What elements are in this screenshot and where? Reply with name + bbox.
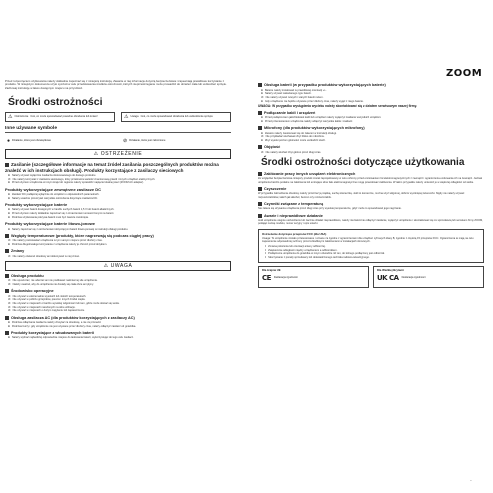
list-item xyxy=(8,325,231,328)
mandatory-symbol xyxy=(5,136,115,146)
warning-label: Ostrzeżenie xyxy=(14,114,29,118)
prohibited-icon: ⊘ xyxy=(8,297,11,302)
mandatory-circle-icon: ● xyxy=(261,115,263,120)
list-item xyxy=(265,245,480,248)
interference-text: Ze względów bezpieczeństwa niniejszy produkt został zaprojektowany w celu ochrony przed emitowaniem fal elektromagnetycznych z zewnątrz i ograniczenia emitowania ich na zewnątrz. Jednak urządzenia bardzo podatne na zakłócenia lub emitujące silne fale elektromagnetyczne mogą powodować zakłócenia. W takim przypadku należy umieścić je w większej odległości od siebie. xyxy=(258,177,483,184)
uk-title: Dla Wielkiej Brytanii xyxy=(377,267,404,272)
bullet-icon: • xyxy=(265,251,267,256)
dc-title: Produkty wykorzystujące zewnętrzne zasilacze DC xyxy=(5,186,102,192)
list-item xyxy=(8,193,231,196)
cleaning-text: W przypadku zabrudzenia obudowy należy przetrzeć ją miękką, suchą ściereczką. Jeśli to konieczne, można użyć wilgotnej, dobrze wyciśniętej ściereczki. Nigdy nie należy używać rozpuszczalników, takich jak alkohol, benzen czy rozcieńczalnik. xyxy=(258,192,465,199)
mandatory-circle-icon: ● xyxy=(8,226,10,231)
prohibited-icon: ⊘ xyxy=(261,149,264,154)
prohibited-symbol xyxy=(121,136,231,146)
mandatory-circle-icon: ● xyxy=(261,91,263,96)
ukca-mark-icon: UK CA xyxy=(377,273,399,282)
ce-mark-icon: CE xyxy=(262,273,271,282)
list-item-text: Podczas odłączania zasilacza należy chwytać za obudowę, a nie za przewód. xyxy=(11,321,102,325)
list-item xyxy=(8,243,231,246)
list-item xyxy=(8,298,231,301)
list-item-text: Nie należy pozostawiać urządzenia w tym samym miejscu przez dłuższy czas. xyxy=(12,239,103,243)
ac-adapter-title xyxy=(5,316,231,321)
mandatory-circle-icon: ● xyxy=(8,335,10,340)
interference-title-text: Zakłócanie pracy innych urządzeń elektronicznych xyxy=(264,171,356,176)
fcc-notice-box xyxy=(258,229,484,263)
list-item-text: Nie należy korzystać z zasilacza sieciowego, który przekracza wartość znamionową gniazd i innych urządzeń elektrycznych. xyxy=(12,177,156,181)
list-item xyxy=(8,197,231,200)
fcc-title: Ostrzeżenie dotyczące przepisów FCC (dla USA) xyxy=(262,231,327,236)
microphones-title-text: Mikrofony (dla produktów wykorzystujących mikrofony) xyxy=(264,126,365,131)
environment-title xyxy=(5,289,231,294)
bullet-icon: • xyxy=(265,255,267,260)
temperature-factors-title xyxy=(258,202,484,207)
other-symbols-title: Inne używane symbole xyxy=(5,126,231,133)
warning-section-icon: ⚠ xyxy=(93,151,101,158)
mandatory-circle-icon: ● xyxy=(261,119,263,124)
failures-text: Jeśli urządzenie ulegnie uszkodzeniu lub zacznie działać nieprawidłowo, należy niezwłocznie odłączyć zasilanie, wyłączyć urządzenie i skontaktować się ze sprzedawcą lub serwisem firmy ZOOM, podając nazwę modelu, numer seryjny i opis usterki. xyxy=(258,219,483,226)
temperature-title xyxy=(5,234,231,239)
mandatory-circle-icon: ● xyxy=(8,214,10,219)
list-item-text: Podczas długotrwałego korzystania z urządzenia należy je chronić przed dotykiem. xyxy=(11,242,108,246)
list-item xyxy=(8,283,231,286)
section-marker-icon xyxy=(5,163,9,167)
mandatory-circle-icon: ● xyxy=(8,195,10,200)
section-marker-icon xyxy=(258,126,262,130)
modifications-title xyxy=(5,249,231,254)
section-marker-icon xyxy=(5,331,9,335)
section-marker-icon xyxy=(5,274,9,278)
power-title-text: Zasilanie (szczegółowe informacje na temat źródeł zasilania poszczególnych produktów można znaleźć w ich instrukcjach obsługi). Produkty korzystające z zasilaczy sieciowych xyxy=(5,162,219,173)
list-item xyxy=(8,255,231,258)
caution-section-label: UWAGA xyxy=(110,262,133,269)
list-item-text: Gdy urządzenie nie będzie używane przez dłuższy czas, należy wyjąć z niego baterie. xyxy=(264,99,364,103)
uk-desc: Deklaracja zgodności xyxy=(401,276,426,280)
mandatory-circle-icon: ● xyxy=(8,241,10,246)
mandatory-circle-icon: ● xyxy=(8,211,10,216)
list-item xyxy=(8,174,231,177)
battery-note: UWAGA: W przypadku wystąpienia wycieku należy skontaktować się z działem serwisowym naszej firmy. xyxy=(258,103,418,108)
volume-title-text: Objętość xyxy=(264,145,281,150)
section-marker-icon xyxy=(258,172,262,176)
list-item-text: Nie upuszczać, nie uderzać ani nie poddawać nadmiernej sile urządzenia. xyxy=(12,279,98,283)
list-item-text: Należy używać wskazanego typu baterii. xyxy=(264,92,312,96)
uk-conformity-box xyxy=(373,266,484,288)
prohibited-icon: ⊘ xyxy=(8,238,11,243)
list-item-text: Podczas użytkowania pokrywa baterii musi być zawsze zamknięta. xyxy=(11,215,89,219)
bullet-icon: • xyxy=(265,247,267,252)
bullet-icon: • xyxy=(265,244,267,249)
right-column xyxy=(258,80,484,288)
list-item-text: Nie używać w miejscach narażonych na silne wibracje. xyxy=(12,305,76,309)
list-item xyxy=(265,256,480,259)
power-title xyxy=(5,162,231,173)
handling-title xyxy=(5,274,231,279)
eu-inner xyxy=(262,274,365,282)
cleaning-title xyxy=(258,187,484,192)
list-item xyxy=(8,309,231,312)
list-item-text: Nie przykładać słuchawek zbyt blisko do mikrofonu. xyxy=(265,135,325,139)
mandatory-circle-icon: ● xyxy=(8,173,10,178)
prohibited-icon: ⊘ xyxy=(8,301,11,306)
conformity-boxes xyxy=(258,266,484,288)
safety-precautions-title: Środki ostrożności xyxy=(8,96,103,109)
eu-conformity-box xyxy=(258,266,369,288)
list-item xyxy=(8,228,231,231)
eu-desc: Deklaracja zgodności xyxy=(273,276,298,280)
left-column xyxy=(5,80,231,340)
list-item xyxy=(8,212,231,215)
lithium-battery-title: Produkty wykorzystujące baterie litowo-jonowe xyxy=(5,220,96,226)
list-item xyxy=(261,120,484,123)
list-item-text: Baterie należy instalować w prawidłowej orientacji +/-. xyxy=(264,88,327,92)
mandatory-circle-icon: ● xyxy=(8,320,10,325)
page-number: ~ xyxy=(470,478,472,482)
mandatory-desc: Działanie, które jest obowiązkowe xyxy=(12,138,51,142)
mandatory-circle-icon: ● xyxy=(261,130,263,135)
list-item-text: Podczas burzy i gdy urządzenie nie jest używane przez dłuższy czas, należy odłączyć zasilacz od gniazdka. xyxy=(11,324,137,328)
list-item-text: Zbyt wysoki poziom głośności może uszkodzić słuch. xyxy=(264,139,326,143)
handling-title-text: Obsługa produktu xyxy=(11,273,44,278)
list-item-text: Nie należy używać nowych i starych baterii razem. xyxy=(265,95,324,99)
usage-precautions-title: Środki ostrożności dotyczące użytkowania xyxy=(261,156,465,168)
warning-desc: Coś, co może spowodować poważne obrażenia lub śmierć xyxy=(30,114,98,118)
section-marker-icon xyxy=(5,316,9,320)
list-item-text: Nie należy otwierać obudowy ani dokonywać w niej zmian. xyxy=(12,254,80,258)
section-marker-icon xyxy=(5,249,9,253)
list-item-text: Zasilacz DC podłączaj wyłącznie do urządzeń o odpowiednich parametrach. xyxy=(11,193,100,197)
prohibited-icon: ⊘ xyxy=(261,94,264,99)
list-item xyxy=(261,139,484,142)
prohibited-icon: ⊘ xyxy=(261,134,264,139)
temperature-factors-title-text: Czynniki związane z temperaturą xyxy=(264,201,324,206)
list-item-text: Przed użyciem urządzenia w innym kraju lub regionie należy sprawdzić napięcie lokalnej sieci (ZOOM AC adapter). xyxy=(11,181,144,185)
list-item-text: Zmiana położenia lub orientacji anteny odbiorczej. xyxy=(268,245,326,249)
prohibited-icon: ⊘ xyxy=(8,308,11,313)
list-item-text: Należy wybrać najbardziej odpowiednie miejsce do ładowania baterii, wykorzystując do tego celu zasilacz. xyxy=(11,336,134,340)
battery-handling-title-text: Obsługa baterii (w przypadku produktów wykorzystujących baterie) xyxy=(264,83,386,87)
warning-section-title xyxy=(5,149,231,159)
prohibited-icon: ⊘ xyxy=(8,293,11,298)
list-item xyxy=(261,116,484,119)
prohibited-desc: Działanie, które jest zabronione xyxy=(129,138,166,142)
temperature-title-text: Wzgłędy temperaturowe (produkty, które nagrzewają się podczas ciągłej pracy) xyxy=(11,233,154,238)
warning-symbol-box xyxy=(5,112,115,122)
list-item-text: Podłączenie urządzenia do gniazdka w innym obwodzie niż ten, do którego podłączony jest odbiornik. xyxy=(268,252,385,256)
list-item xyxy=(261,96,484,99)
list-item xyxy=(8,181,231,184)
list-item-text: Należy używać wyłącznie zasilacza dostosowanego do danego produktu. xyxy=(11,174,96,178)
other-symbols xyxy=(5,136,231,146)
intro-text: Przed rozpoczęciem użytkowania należy dokładnie zapoznać się z niniejszą instrukcją. Zawarte w niej informacje dotyczą bezpieczeństwa i zapewniają prawidłowe korzystanie z produktu. W niniejszym dokumencie użyto symboli w celu przedstawienia środków ostrożności, których nieprzestrzeganie może prowadzić do obrażeń ciała lub uszkodzeń sprzętu. Zachowaj instrukcję w łatwo dostępnym miejscu na przyszłość. xyxy=(5,79,227,90)
list-item-text: Zawsze należy zastosować się do zaleceń w instrukcji obsługi. xyxy=(264,131,337,135)
failures-title-text: Awarie i nieprawidłowe działanie xyxy=(264,213,323,218)
ac-adapter-title-text: Obsługa zasilacza AC (dla produktów korzystających z zasilaczy AC) xyxy=(11,315,135,320)
list-item xyxy=(8,279,231,282)
built-in-battery-title xyxy=(5,331,231,336)
battery-handling-title xyxy=(258,83,484,88)
prohibited-icon: ⊘ xyxy=(8,278,11,283)
list-item-text: Nie używać w miejscach o dużym zapyleniu lub zapiaszczeniu. xyxy=(12,309,85,313)
caution-section-icon: ⚠ xyxy=(103,262,111,269)
list-item-text: Nie używać w ekstremalnie wysokich lub niskich temperaturach. xyxy=(12,294,87,298)
list-item-text: Należy zapoznać się z ostrzeżeniami dotyczącymi baterii litowo-jonowej w instrukcji obsługi produktu. xyxy=(11,227,129,231)
list-item-text: Należy uważać, aby do urządzenia nie dostały się ciała obce ani płyny. xyxy=(12,282,94,286)
list-item xyxy=(8,336,231,339)
cleaning-title-text: Czyszczenie xyxy=(264,186,287,191)
list-item-text: Należy uważnie przeczytać wszystkie ostrzeżenia dotyczące zasilacza DC. xyxy=(11,196,98,200)
warning-section-label: OSTRZEŻENIE xyxy=(100,151,143,158)
mandatory-circle-icon: ● xyxy=(8,180,10,185)
list-item xyxy=(261,92,484,95)
list-item xyxy=(8,302,231,305)
list-item-text: Nie używać w pobliżu grzejników, pieców i innych źródeł ciepła. xyxy=(12,298,86,302)
list-item xyxy=(8,321,231,324)
danger-symbols xyxy=(5,112,231,122)
eu-title: Dla krajów UE xyxy=(262,267,281,272)
caution-section-title xyxy=(5,261,231,271)
section-marker-icon xyxy=(258,145,262,149)
caution-label: Uwaga xyxy=(130,114,139,118)
section-marker-icon xyxy=(5,234,9,238)
microphones-title xyxy=(258,126,484,131)
warning-triangle-icon: ⚠ xyxy=(8,113,13,120)
section-marker-icon xyxy=(258,187,262,191)
list-item-text: Zwiększenie odległości między urządzeniem a odbiornikiem. xyxy=(268,248,338,252)
list-item xyxy=(8,239,231,242)
mandatory-circle-icon: ● xyxy=(8,207,10,212)
section-marker-icon xyxy=(258,83,262,87)
interference-title xyxy=(258,172,484,177)
cables-title xyxy=(258,111,484,116)
list-item xyxy=(261,151,484,154)
section-marker-icon xyxy=(258,202,262,206)
list-item-text: Skorzystanie z porady sprzedawcy lub doświadczonego technika radiowo-telewizyjnego. xyxy=(268,256,370,260)
caution-desc: Coś, co może spowodować obrażenia lub uszkodzenie sprzętu xyxy=(140,114,213,118)
cables-title-text: Podłączanie kabli i urządzeń xyxy=(264,110,316,115)
volume-title xyxy=(258,145,484,150)
list-item-text: Nie używać w miejscach o bardzo wysokiej wilgotności lub tam, gdzie może dostać się woda. xyxy=(12,302,120,306)
prohibited-icon: ⊘ xyxy=(8,281,11,286)
caution-symbol-box xyxy=(121,112,231,122)
section-marker-icon xyxy=(258,111,262,115)
list-item xyxy=(8,216,231,219)
fcc-text: Uwaga: To urządzenie zostało przetestowane i uznane za zgodne z ograniczeniami dla urządzeń cyfrowych klasy B, zgodnie z częścią 15 przepisów FCC. Ograniczenia te mają na celu zapewnienie odpowiedniej ochrony przed szkodliwymi zakłóceniami w instalacjach domowych. xyxy=(262,236,474,243)
temperature-factors-text: Nie zaleca się używania urządzenia przez długi czas przy wysokiej temperaturze, gdyż może to spowodować jego nagrzanie. xyxy=(258,207,402,211)
list-item-text: Należy używać baterii dostępnych w handlu suchych baterii 1,5 V lub baterii alkalicznych. xyxy=(11,208,115,212)
mandatory-circle-icon: ● xyxy=(261,87,263,92)
list-item-text: Przed przeniesieniem urządzenia należy odłączyć wszystkie kable i zasilacz. xyxy=(264,120,354,124)
built-in-battery-title-text: Produkty korzystające z wbudowanych baterii xyxy=(11,330,94,335)
prohibited-icon: ⊘ xyxy=(8,253,11,258)
mandatory-circle-icon: ● xyxy=(7,137,11,144)
mandatory-circle-icon: ● xyxy=(261,98,263,103)
prohibited-icon: ⊘ xyxy=(8,304,11,309)
prohibited-icon: ⊘ xyxy=(8,176,11,181)
section-marker-icon xyxy=(5,289,9,293)
environment-title-text: Środowisko operacyjne xyxy=(11,289,54,294)
mandatory-circle-icon: ● xyxy=(261,138,263,143)
list-item-text: Przed użyciem należy dokładnie zapoznać się z oznaczeniami umieszczonymi na baterii. xyxy=(11,212,115,216)
battery-title: Produkty wykorzystujące baterie xyxy=(5,201,68,207)
modifications-title-text: Zmiany xyxy=(11,249,25,253)
zoom-logo: ZOOM xyxy=(446,68,483,79)
list-item-text: Przed podłączeniem jakichkolwiek kabli lub urządzeń należy wyłączyć zasilanie wszystkich urządzeń. xyxy=(264,116,382,120)
failures-title xyxy=(258,214,484,219)
list-item-text: Nie należy słuchać zbyt głośno przez długi czas. xyxy=(265,150,322,154)
mandatory-circle-icon: ● xyxy=(8,192,10,197)
prohibited-icon: ⊘ xyxy=(123,137,128,144)
list-item xyxy=(261,100,484,103)
caution-triangle-icon: ⚠ xyxy=(124,113,129,120)
section-marker-icon xyxy=(258,214,262,218)
uk-inner xyxy=(377,274,480,282)
mandatory-circle-icon: ● xyxy=(8,323,10,328)
